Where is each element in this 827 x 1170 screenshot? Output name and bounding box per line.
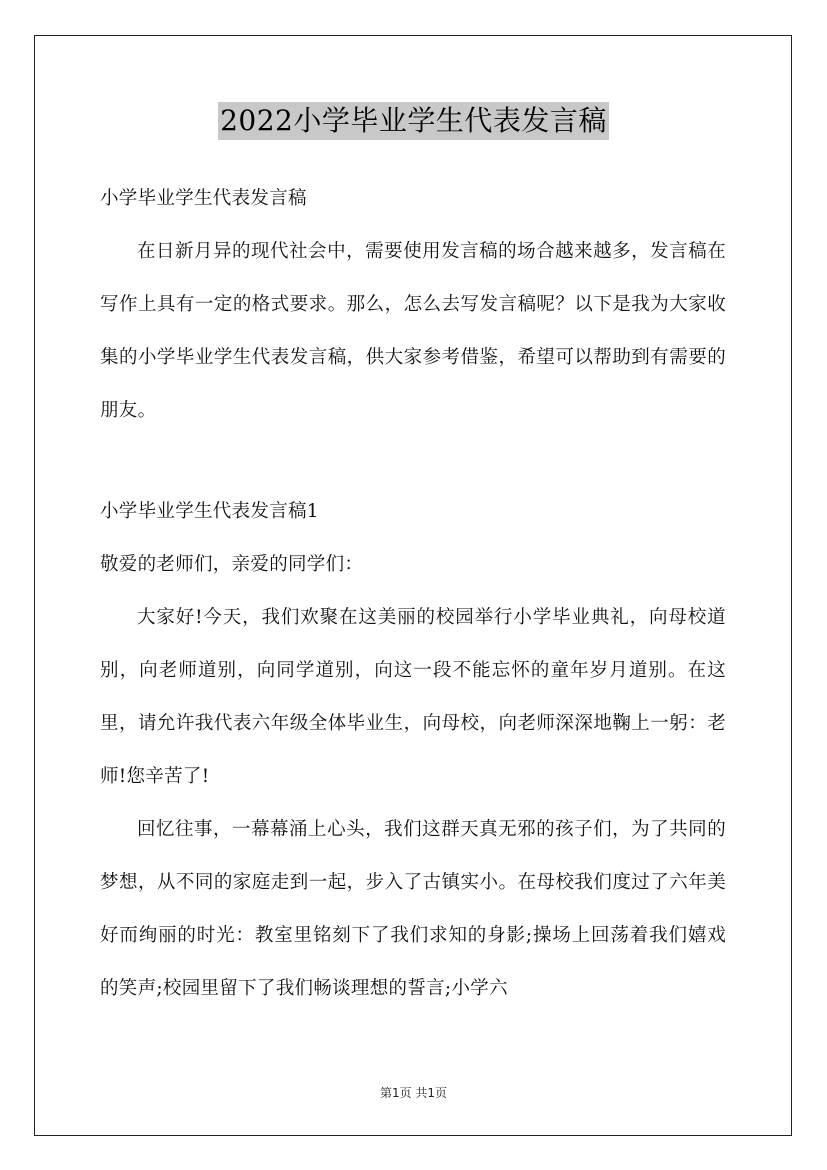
section-heading: 小学毕业学生代表发言稿1: [100, 501, 319, 522]
document-subtitle: 小学毕业学生代表发言稿: [100, 188, 307, 209]
section-spacer: [100, 437, 726, 485]
document-body: [100, 172, 726, 1015]
greeting-line: 敬爱的老师们，亲爱的同学们：: [100, 554, 364, 575]
document-title: 2022小学毕业学生代表发言稿: [218, 102, 609, 140]
body-paragraph-1: 大家好!今天，我们欢聚在这美丽的校园举行小学毕业典礼，向母校道别，向老师道别，向同学道别，向这一段不能忘怀的童年岁月道别。在这里，请允许我代表六年级全体毕业生，向母校，向老师深深地鞠上一躬：老师!您辛苦了!: [100, 607, 726, 787]
title-container: [0, 102, 827, 140]
intro-paragraph: 在日新月异的现代社会中，需要使用发言稿的场合越来越多，发言稿在写作上具有一定的格式要求。那么，怎么去写发言稿呢？以下是我为大家收集的小学毕业学生代表发言稿，供大家参考借鉴，希望可以帮助到有需要的朋友。: [100, 241, 726, 421]
page-number-footer: 第1页 共1页: [379, 1086, 448, 1100]
body-paragraph-2: 回忆往事，一幕幕涌上心头，我们这群天真无邪的孩子们，为了共同的梦想，从不同的家庭走到一起，步入了古镇实小。在母校我们度过了六年美好而绚丽的时光：教室里铭刻下了我们求知的身影;操场上回荡着我们嬉戏的笑声;校园里留下了我们畅谈理想的誓言;小学六: [100, 819, 726, 999]
